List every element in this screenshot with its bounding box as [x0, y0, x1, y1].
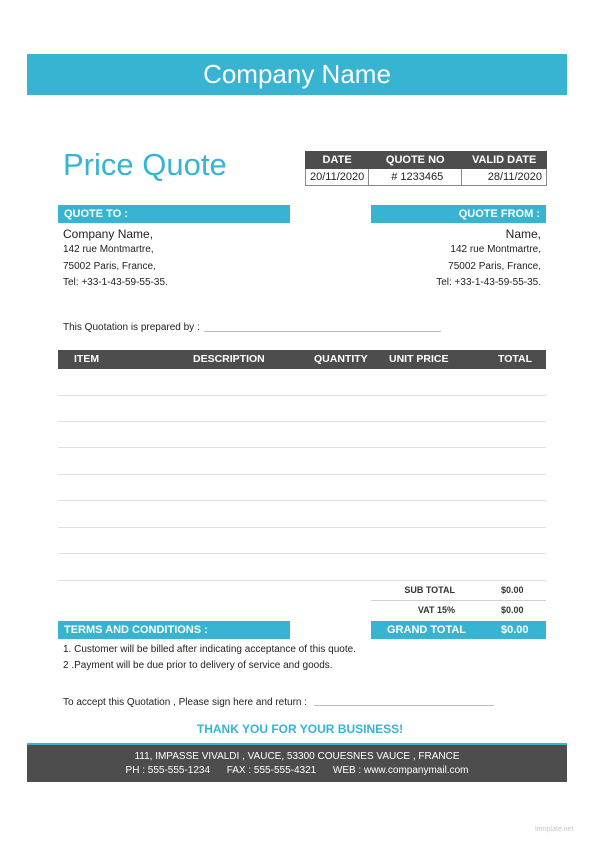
quote-to-label: QUOTE TO :: [64, 208, 128, 220]
prepared-by-label: This Quotation is prepared by :: [63, 322, 200, 333]
table-row: [58, 553, 546, 554]
watermark: template.net: [535, 826, 574, 833]
col-total: TOTAL: [498, 353, 533, 365]
quote-from-bar: [371, 205, 546, 223]
items-table-header: [58, 350, 546, 369]
footer: [27, 743, 567, 782]
sign-label: To accept this Quotation , Please sign here and return :: [63, 697, 308, 708]
quote-to-addr2: 75002 Paris, France,: [63, 260, 156, 272]
table-row: [58, 447, 546, 448]
col-unit-price: UNIT PRICE: [389, 353, 449, 365]
sub-total-label: SUB TOTAL: [404, 585, 455, 595]
quote-to-phone: Tel: +33-1-43-59-55-35.: [63, 277, 168, 288]
table-row: [58, 474, 546, 475]
terms-bar: [58, 621, 290, 639]
col-quantity: QUANTITY: [314, 353, 368, 365]
quote-from-addr2: 75002 Paris, France,: [448, 260, 541, 272]
quote-from-name: Name,: [505, 227, 541, 241]
quote-from-address: [330, 226, 541, 292]
quote-to-addr1: 142 rue Montmartre,: [63, 244, 154, 255]
thank-you-message: THANK YOU FOR YOUR BUSINESS!: [196, 722, 404, 736]
table-row: [58, 580, 546, 581]
quote-to-name: Company Name,: [63, 227, 154, 241]
footer-address: 111, IMPASSE VIVALDI , VAUCE, 53300 COUESNES VAUCE , FRANCE: [134, 751, 460, 762]
prepared-by-field[interactable]: [204, 331, 441, 332]
terms-item: 2 .Payment will be due prior to delivery of service and goods.: [63, 659, 333, 671]
valid-date-header: VALID DATE: [462, 152, 547, 169]
quote-to-address: [63, 226, 168, 292]
vat-label: VAT 15%: [417, 605, 455, 615]
quote-to-bar: [58, 205, 290, 223]
table-row: [58, 421, 546, 422]
table-row: [58, 527, 546, 528]
terms-label: TERMS AND CONDITIONS :: [64, 624, 208, 636]
col-item: ITEM: [74, 353, 100, 365]
summary-divider: [371, 600, 546, 601]
quote-no-value: # 1233465: [369, 169, 462, 186]
quote-meta-table: [305, 151, 547, 186]
date-value: 20/11/2020: [306, 169, 369, 186]
vat-value: $0.00: [501, 605, 524, 615]
valid-date-value: 28/11/2020: [462, 169, 547, 186]
table-row: [58, 500, 546, 501]
grand-total-value: $0.00: [501, 624, 529, 636]
quote-from-label: QUOTE FROM :: [458, 208, 540, 220]
company-header: [27, 54, 567, 95]
grand-total-label: GRAND TOTAL: [387, 624, 467, 636]
quote-from-phone: Tel: +33-1-43-59-55-35.: [436, 277, 541, 288]
terms-item: 1. Customer will be billed after indicating acceptance of this quote.: [63, 644, 356, 655]
document-title: Price Quote: [63, 147, 227, 182]
col-description: DESCRIPTION: [193, 353, 265, 365]
date-header: DATE: [306, 152, 369, 169]
quote-from-addr1: 142 rue Montmartre,: [450, 244, 541, 255]
footer-contact: PH : 555-555-1234 FAX : 555-555-4321 WEB : www.companymail.com: [125, 765, 469, 776]
sub-total-value: $0.00: [501, 585, 524, 595]
table-row: [58, 395, 546, 396]
grand-total-bar: [371, 621, 546, 639]
company-name: Company Name: [203, 59, 391, 89]
terms-list: [63, 642, 356, 673]
quote-no-header: QUOTE NO: [369, 152, 462, 169]
signature-field[interactable]: [314, 705, 494, 706]
